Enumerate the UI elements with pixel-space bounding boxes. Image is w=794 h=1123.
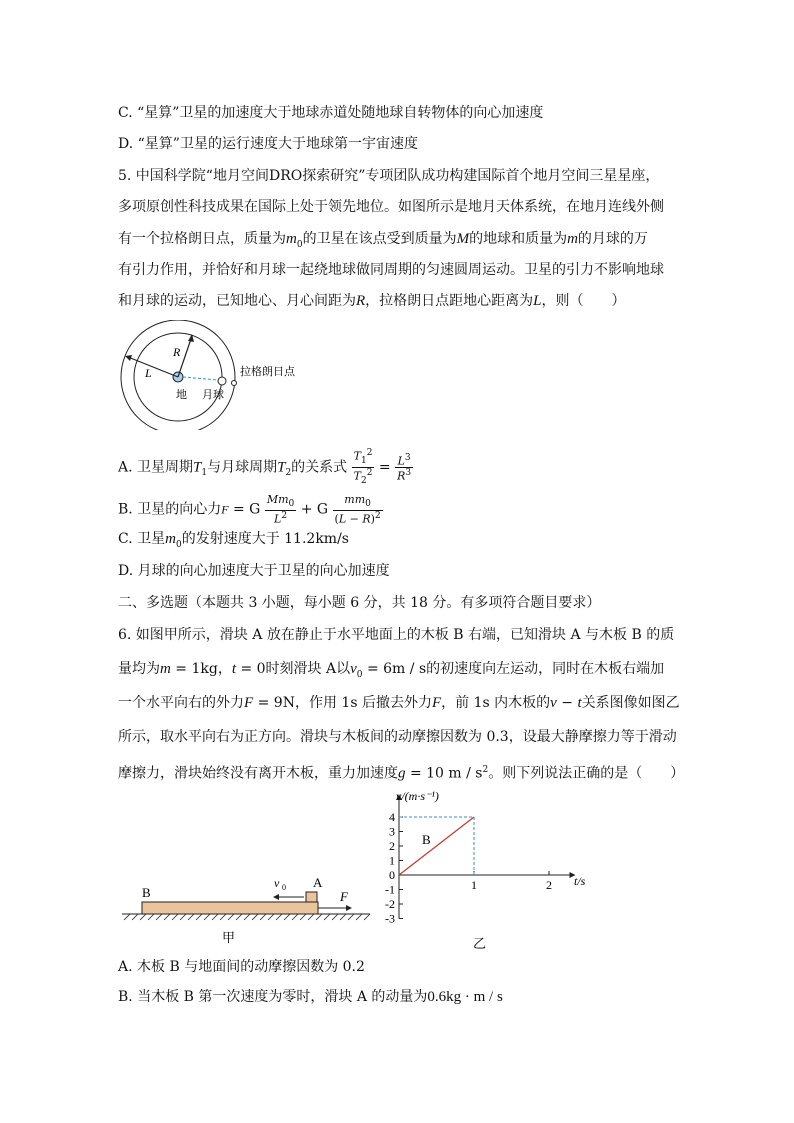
y-tick-label: 0 xyxy=(389,868,395,882)
q4-option-d: D. “星算”卫星的运行速度大于地球第一宇宙速度 xyxy=(118,136,418,152)
lagrange-point-icon xyxy=(232,381,237,386)
svg-text:0: 0 xyxy=(282,883,286,892)
y-tick-label: 1 xyxy=(389,853,395,868)
y-tick-label: -3 xyxy=(385,911,395,926)
label-earth: 地 xyxy=(176,389,187,401)
q6-line-4: 所示，取水平向右为正方向。滑块与木板间的动摩擦因数为 0.3，设最大静摩擦力等于滑动 xyxy=(118,729,677,745)
q6-line-2: 量均为m = 1kg，t = 0时刻滑块 A以$v_0 = 6m / s$的初速度向左运动，同时在木板右端加 xyxy=(118,661,665,680)
series-b-line xyxy=(399,817,474,875)
earth-moon-dashed-line xyxy=(183,377,218,380)
section-2-heading: 二、多选题（本题共 3 小题，每小题 6 分，共 18 分。有多项符合题目要求） xyxy=(118,595,601,611)
label-lagrange-point: 拉格朗日点 xyxy=(240,366,295,378)
y-tick-label: -2 xyxy=(385,897,395,911)
label-l: L xyxy=(145,366,152,380)
y-tick-label: -1 xyxy=(385,882,395,897)
q5-line-5: 和月球的运动，已知地心、月心间距为R，拉格朗日点距地心距离为L，则（ ） xyxy=(118,293,626,309)
label-moon: 月球 xyxy=(202,389,224,401)
q5-option-a: A. 卫星周期$T_1$与月球周期$T_2$的关系式 $\frac{T_1^2}{T_2^2}$ = $\frac{L^3}{R^3}$ xyxy=(118,448,412,486)
ground-hatching xyxy=(124,914,370,920)
moon-icon xyxy=(218,377,226,385)
q6-line-5: 摩擦力，滑块始终没有离开木板，重力加速度g = 10 m / $s^2$。则下列说法正确的是（ ） xyxy=(118,765,685,782)
label-v0: v xyxy=(274,876,280,890)
q6-option-a: A. 木板 B 与地面间的动摩擦因数为 0.2 xyxy=(118,959,365,975)
q5-line-3: 有一个拉格朗日点，质量为$m_0$的卫星在该点受到质量为M的地球和质量为m的月球的万 xyxy=(118,231,648,250)
y-tick-label: 3 xyxy=(389,824,395,839)
y-tick-label: 2 xyxy=(389,839,395,853)
label-f: F xyxy=(340,889,348,904)
caption-jia: 甲 xyxy=(222,930,236,945)
q5-option-d: D. 月球的向心加速度大于卫星的向心加速度 xyxy=(118,563,390,579)
label-b: B xyxy=(142,885,151,900)
q5-line-2: 多项原创性科技成果在国际上处于领先地位。如图所示是地月天体系统，在地月连线外侧 xyxy=(118,199,664,215)
q5-line-1: 5. 中国科学院“地月空间DRO探索研究”专项团队成功构建国际首个地月空间三星星座， xyxy=(118,168,660,184)
q6-option-b: B. 当木板 B 第一次速度为零时，滑块 A 的动量为0.6kg · m / s xyxy=(118,989,503,1005)
series-label-b: B xyxy=(422,832,431,847)
board-block-diagram xyxy=(118,868,378,948)
caption-yi: 乙 xyxy=(473,936,487,951)
label-a: A xyxy=(313,875,323,890)
y-tick-label: 4 xyxy=(389,810,395,824)
board-b xyxy=(142,902,318,914)
chart-xlabel: t/s xyxy=(574,874,586,888)
q5-line-4: 有引力作用，并恰好和月球一起绕地球做同周期的匀速圆周运动。卫星的引力不影响地球 xyxy=(118,262,664,278)
q4-option-c: C. “星算”卫星的加速度大于地球赤道处随地球自转物体的向心加速度 xyxy=(118,105,544,121)
label-r: R xyxy=(173,345,181,359)
q6-line-3: 一个水平向右的外力F = 9N，作用 1s 后撤去外力F，前 1s 内木板的v − t关系图像如图乙 xyxy=(118,695,680,711)
earth-moon-diagram xyxy=(110,320,310,430)
vt-chart xyxy=(370,788,600,953)
chart-ylabel: v/(m·s⁻¹) xyxy=(396,789,439,803)
q5-option-c: C. 卫星$m_0$的发射速度大于 11.2km/s xyxy=(118,531,349,550)
q5-option-b: B. 卫星的向心力F = G $\frac{Mm_0}{L^2}$ + G $\frac{mm_0}{(L - R)^2}$ xyxy=(118,493,381,526)
x-tick-label: 2 xyxy=(546,878,552,892)
x-tick-label: 1 xyxy=(471,878,477,892)
block-a xyxy=(306,892,317,902)
q6-line-1: 6. 如图甲所示，滑块 A 放在静止于水平地面上的木板 B 右端，已知滑块 A 与木板 B 的质 xyxy=(118,627,675,643)
